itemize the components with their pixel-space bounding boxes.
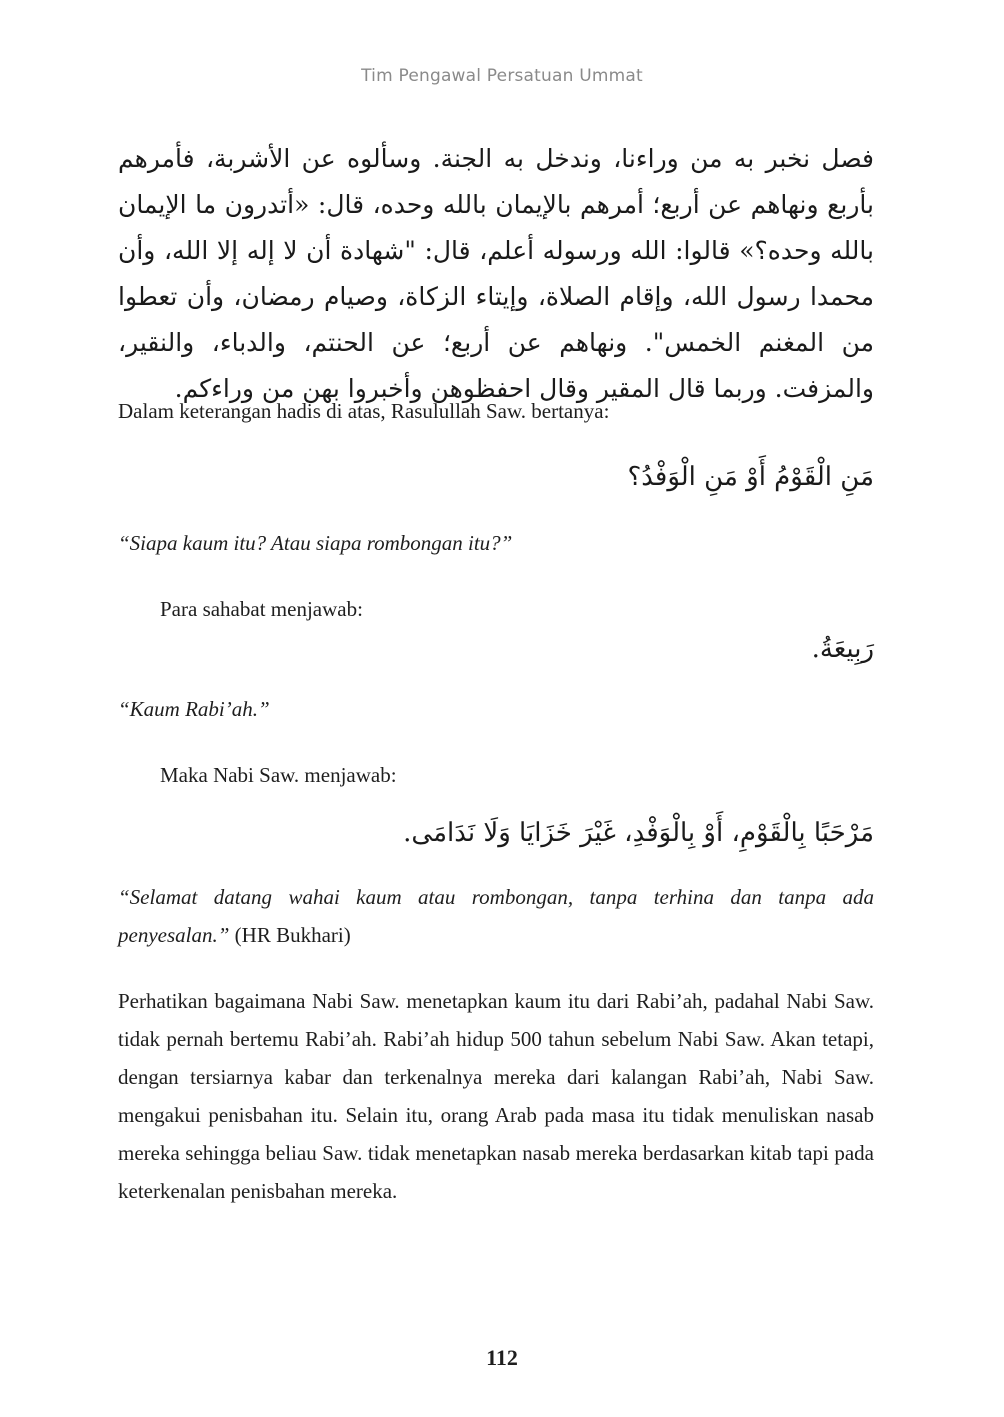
question-arabic: مَنِ الْقَوْمُ أَوْ مَنِ الْوَفْدُ؟ — [627, 462, 874, 492]
answer-arabic: رَبِيعَةُ. — [811, 634, 874, 664]
welcome-translation-text: “Selamat datang wahai kaum atau rombongan, tanpa terhina dan tanpa ada penyesalan.” — [118, 885, 874, 947]
welcome-translation — [118, 878, 874, 954]
intro-line: Dalam keterangan hadis di atas, Rasulullah Saw. bertanya: — [118, 399, 610, 423]
running-header: Tim Pengawal Persatuan Ummat — [361, 66, 643, 86]
welcome-source: (HR Bukhari) — [229, 923, 351, 947]
page-number: 112 — [486, 1345, 518, 1370]
arabic-hadith-paragraph: فصل نخبر به من وراءنا، وندخل به الجنة. وسألوه عن الأشربة، فأمرهم بأربع ونهاهم عن أربع؛ أمرهم بالإيمان بالله وحده، قال: «أتدرون ما الإيمان بالله وحده؟» قالوا: الله ورسوله أعلم، قال: "شهادة أن لا إله إلا الله، وأن محمدا رسول الله، وإقام الصلاة، وإيتاء الزكاة، وصيام رمضان، وأن تعطوا من المغنم الخمس". ونهاهم عن أربع؛ عن الحنتم، والدباء، والنقير، والمزفت. وربما قال المقير وقال احفظوهن وأخبروا بهن من وراءكم. — [118, 144, 874, 403]
closing-paragraph: Perhatikan bagaimana Nabi Saw. menetapkan kaum itu dari Rabi’ah, padahal Nabi Saw. tidak pernah bertemu Rabi’ah. Rabi’ah hidup 500 tahun sebelum Nabi Saw. Akan tetapi, dengan tersiarnya kabar dan terkenalnya mereka dari kalangan Rabi’ah, Nabi Saw. mengakui penisbahan itu. Selain itu, orang Arab pada masa itu tidak menuliskan nasab mereka sehingga beliau Saw. tidak menetapkan nasab mereka berdasarkan kitab tapi pada keterkenalan penisbahan mereka. — [118, 989, 874, 1203]
answer-translation: “Kaum Rabi’ah.” — [118, 697, 270, 721]
prophet-intro: Maka Nabi Saw. menjawab: — [160, 763, 397, 787]
question-translation: “Siapa kaum itu? Atau siapa rombongan itu?” — [118, 531, 513, 555]
welcome-arabic: مَرْحَبًا بِالْقَوْمِ، أَوْ بِالْوَفْدِ، غَيْرَ خَزَايَا وَلَا نَدَامَى. — [403, 818, 874, 848]
companions-intro: Para sahabat menjawab: — [160, 597, 363, 621]
